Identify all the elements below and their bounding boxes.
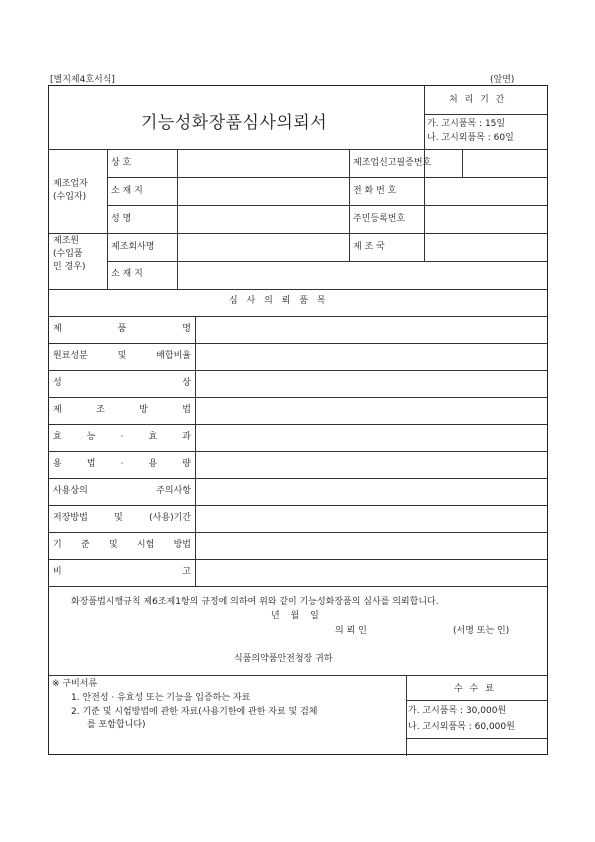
recipient: 식품의약품안전청장 귀하 bbox=[234, 654, 333, 664]
item-label: 사용상의 주의사항 bbox=[53, 486, 191, 496]
statement-text: 화장품법시행규칙 제6조제1항의 규정에 의하여 위와 같이 기능성화장품의 심사를 의뢰합니다. bbox=[71, 597, 439, 607]
item-value-field[interactable] bbox=[196, 506, 546, 531]
processing-period-label: 처 리 기 간 bbox=[449, 95, 507, 105]
statement-date: 년 월 일 bbox=[271, 611, 319, 621]
attachment-item-2-cont: 를 포함합니다) bbox=[87, 720, 146, 730]
section-title: 심 사 의 뢰 품 목 bbox=[229, 296, 329, 306]
origin-country-label: 제 조 국 bbox=[353, 242, 385, 252]
item-label: 제 품 명 bbox=[53, 324, 191, 334]
origin-sublabel-2: 인 경우) bbox=[53, 262, 86, 272]
fee-item-b: 나. 고시외품목 : 60,000원 bbox=[408, 722, 515, 732]
license-no-label: 제조업신고필증번호 bbox=[353, 158, 432, 168]
item-label: 원료성분 및 배합비율 bbox=[53, 351, 191, 361]
requester-label: 의 뢰 인 bbox=[335, 626, 367, 636]
item-value-field[interactable] bbox=[196, 452, 546, 477]
item-label: 성 상 bbox=[53, 378, 191, 388]
fee-label: 수 수 료 bbox=[454, 684, 496, 694]
page-side: (앞면) bbox=[490, 75, 515, 85]
company-name-label: 상 호 bbox=[111, 158, 132, 168]
processing-item-b: 나. 고시외품목 : 60일 bbox=[427, 133, 514, 143]
item-value-field[interactable] bbox=[196, 317, 546, 342]
item-label: 비 고 bbox=[53, 567, 191, 577]
item-value-field[interactable] bbox=[196, 425, 546, 450]
item-label: 제 조 방 법 bbox=[53, 405, 191, 415]
item-value-field[interactable] bbox=[196, 344, 546, 369]
item-value-field[interactable] bbox=[196, 371, 546, 396]
form-number: [별지제4호서식] bbox=[50, 75, 115, 85]
attachment-item-2: 2. 기준 및 시험방법에 관한 자료(사용기한에 관한 자료 및 검체 bbox=[71, 707, 318, 717]
item-value-field[interactable] bbox=[196, 479, 546, 504]
item-value-field[interactable] bbox=[196, 398, 546, 423]
fee-item-a: 가. 고시품목 : 30,000원 bbox=[408, 706, 507, 716]
item-label: 용 법 · 용 량 bbox=[53, 459, 191, 469]
address-label: 소 재 지 bbox=[111, 186, 143, 196]
origin-address-label: 소 재 지 bbox=[111, 269, 143, 279]
name-label: 성 명 bbox=[111, 214, 132, 224]
attachment-item-1: 1. 안전성 · 유효성 또는 기능을 입증하는 자료 bbox=[71, 693, 251, 703]
processing-item-a: 가. 고시품목 : 15일 bbox=[427, 119, 506, 129]
signature-label: (서명 또는 인) bbox=[453, 626, 510, 636]
manufacturer-label: 제조업자 bbox=[53, 179, 88, 189]
item-value-field[interactable] bbox=[196, 560, 546, 585]
origin-label: 제조원 bbox=[53, 236, 80, 246]
origin-sublabel-1: (수입품 bbox=[53, 249, 83, 259]
item-value-field[interactable] bbox=[196, 533, 546, 558]
attachments-title: ※ 구비서류 bbox=[52, 679, 98, 689]
form-title: 기능성화장품심사의뢰서 bbox=[141, 113, 328, 133]
item-label: 기 준 및 시험 방법 bbox=[53, 540, 191, 550]
item-label: 효 능 · 효 과 bbox=[53, 432, 191, 442]
origin-company-label: 제조회사명 bbox=[111, 242, 155, 252]
resident-no-label: 주민등록번호 bbox=[353, 214, 406, 224]
item-label: 저장방법 및 (사용)기간 bbox=[53, 513, 191, 523]
application-form bbox=[48, 85, 548, 755]
phone-label: 전 화 번 호 bbox=[353, 186, 397, 196]
manufacturer-sublabel: (수입자) bbox=[53, 192, 87, 202]
